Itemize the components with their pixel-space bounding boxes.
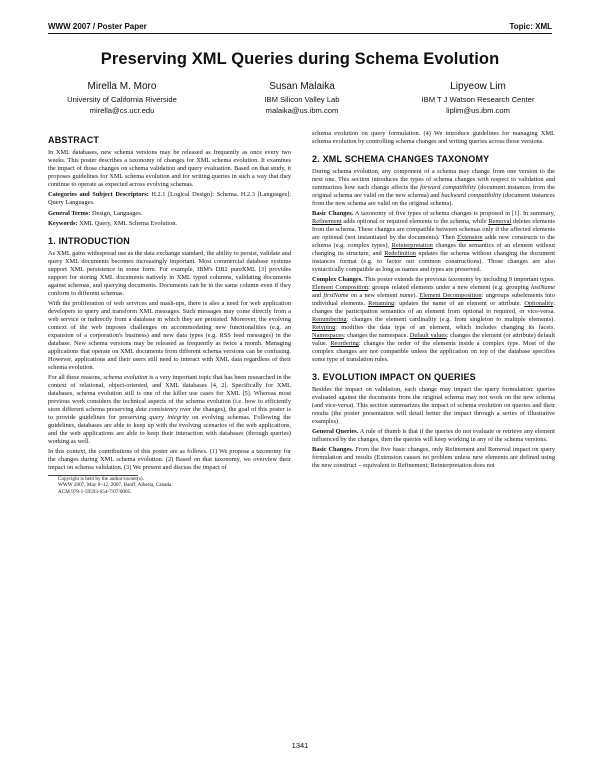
- intro-heading: 1. INTRODUCTION: [48, 236, 131, 247]
- categories-text: H.2.1 [Logical Design]: Schema. H.2.3 [Languages]: Query Languages.: [48, 191, 291, 207]
- keywords-label: Keywords:: [48, 220, 78, 228]
- intro-paragraph-4: In this context, the contributions of this poster are as follows. (1) We propose a taxonomy for the changes during XML schema evolution. (2) Based on that taxonomy, we overview their impact on schema validation. (3) We present and discuss the impact of: [48, 448, 291, 472]
- abstract-text: In XML databases, new schema versions may be released as frequently as once every two weeks. This poster describes a taxonomy of changes for XML schema evolution. It examines the impact of those changes on schema validation and query evaluation. Based on that study, it proposes guidelines for XML schema evolution and for writing queries in such a way that they continue to operate as expected across evolving schemas.: [48, 149, 291, 188]
- copyright-line: WWW 2007, May 8–12, 2007, Banff, Alberta, Canada.: [58, 482, 173, 489]
- author-email: malaika@us.ibm.com: [265, 106, 339, 115]
- author-block: [202, 80, 402, 116]
- intro-paragraph-1: As XML gains widespread use as the data exchange standard, the ability to persist, validate and query XML documents becomes increasingly important. Most commercial database systems support XML persistence in some form. For example, IBM's DB2 pureXML [3] provides support for storing XML documents natively in XML typed columns, validating documents against schemas, and querying documents. Documents can be in the same column even if they conform to different schemas.: [48, 250, 291, 297]
- intro-paragraph-2: With the proliferation of web services and mash-ups, there is also a need for web application developers to query and transform XML messages. Such messages may come directly from a web service or indirectly from a database in which they are persisted. Moreover, the evolving context of the web imposes challenges on accommodating new functionalities (e.g. an expansion of a corporation's business) and new data types (e.g. RSS feed messages) in the database. New schema versions may be released as frequently as twice a month. Managing applications that operate on XML documents from different schema versions can be confusing. However, applications and their users still need to interact with XML data regardless of their schema evolution.: [48, 300, 291, 371]
- categories-paragraph: [48, 191, 291, 207]
- basic-changes-queries-paragraph: Basic Changes. From the five basic changes, only Refinement and Removal impact on query formulation and results (Extension causes no problem unless new elements are defined using the new construct – equivalent to Refinement; Reinterpretation does not: [312, 446, 555, 470]
- keywords-text: XML Query, XML Schema Evolution.: [77, 220, 177, 228]
- author-name: Mirella M. Moro: [87, 81, 157, 92]
- author-name: Lipyeow Lim: [450, 81, 506, 92]
- running-header-right: Topic: XML: [509, 22, 552, 31]
- paper-title: Preserving XML Queries during Schema Evolution: [100, 50, 500, 68]
- left-column: [48, 130, 291, 496]
- keywords-paragraph: [48, 220, 291, 228]
- author-name: Susan Malaika: [269, 81, 335, 92]
- copyright-line: Copyright is held by the author/owner(s).: [58, 475, 144, 482]
- terms-label: General Terms:: [48, 209, 91, 217]
- terms-text: Design, Languages.: [90, 209, 143, 217]
- running-header-left: WWW 2007 / Poster Paper: [48, 22, 147, 31]
- page-number: 1341: [291, 741, 309, 750]
- taxonomy-paragraph: During schema evolution, any component of a schema may change from one version to the next one. This section introduces the types of schema changes with respect to validation and summarizes how each change affects the forward compatibility (document instances from the original schema are valid on the new schema) and backward compatibility (document instances from the new schema are valid on the original schema).: [312, 167, 555, 207]
- continued-paragraph: schema evolution on query formulation. (4) We introduce guidelines for managing XML schema evolution by controlling schema changes and writing queries across those versions.: [312, 130, 555, 145]
- general-queries-paragraph: General Queries. A rule of thumb is that if the queries do not evaluate or retrieve any element influenced by the changes, then the queries will keep working in any of the schema versions.: [312, 428, 555, 443]
- copyright-line: ACM 978-1-59593-654-7/07/0005.: [58, 489, 132, 495]
- author-block: [378, 80, 578, 116]
- abstract-heading: ABSTRACT: [48, 135, 100, 145]
- author-affiliation: IBM T J Watson Research Center: [421, 95, 535, 104]
- author-email: mirella@cs.ucr.edu: [89, 106, 155, 115]
- author-affiliation: University of California Riverside: [67, 95, 177, 104]
- impact-paragraph: Besides the impact on validation, each change may impact the query formulation: queries evaluated against the documents from the original schema may not work on the new schema (and vice-versa). This section summarizes the impact of schema evolution on queries and their results (the poster presentation will detail better the impact through a series of illustrative examples).: [312, 385, 555, 425]
- author-affiliation: IBM Silicon Valley Lab: [264, 95, 340, 104]
- basic-changes-paragraph: Basic Changes. A taxonomy of five types of schema changes is proposed in [1]. In summary, Refinement adds optional or required elements to the schema, while Removal deletes elements from the schema. These changes are compatible between schemas only if the affected elements are optional (not instantiated by the documents). Then Extension adds new constructs to the schema (e.g. complex types), Reinterpretation changes the semantics of an element without changing its structure, and Redefinition updates the schema without changing the document instances format (e.g. to factor out common constructions). Those changes are also syntactically compatible as long as names and types are preserved.: [312, 210, 556, 273]
- header-rule: [48, 33, 552, 34]
- complex-changes-paragraph: Complex Changes. This poster extends the previous taxonomy by including 9 important types. Element Composition: groups related elements under a new element (e.g. grouping lastName and firstName on a new element name). Element Decomposition: ungroups subelements into individual elements. Renaming: updates the name of an element or attribute. Optionality: changes the participation semantics of an element from optional to required, or vice-versa. Renumbering: changes the element cardinality (e.g. from singleton to multiple elements). Retyping: modifies the data type of an element, which includes changing its facets. Namespaces: changes the namespace. Default values: changes the element (or attribute) default value. Reordering: changes the order of the elements inside a complex type. Most of the complex changes are not compatible unless the application on top of the database specifies some type of translation rules.: [312, 276, 556, 363]
- taxonomy-heading: 2. XML SCHEMA CHANGES TAXONOMY: [312, 153, 490, 164]
- author-email: liplim@us.ibm.com: [446, 106, 510, 115]
- intro-paragraph-3: For all these reasons, schema evolution is a very important topic that has been researched in the context of relational, object-oriented, and XML databases [4, 2]. Specifically for XML databases, schema evolution still is one of the killer use cases for XML [5]. Whereas most previous work considers the technical aspects of the schema evolution (i.e. how to efficiently store different schema preserving data consistency over the changes), the goal of this poster is to provide guidelines for preserving query integrity on evolving schemas. Following the guidelines, databases are able to keep up with the evolving scenarios of the web applications, and the web applications are able to keep their interaction with databases (through queries) working as well.: [48, 374, 291, 445]
- right-column: [312, 130, 555, 473]
- categories-label: Categories and Subject Descriptors:: [48, 191, 149, 199]
- terms-paragraph: [48, 210, 291, 218]
- impact-heading: 3. EVOLUTION IMPACT ON QUERIES: [312, 371, 476, 382]
- author-block: [22, 80, 222, 116]
